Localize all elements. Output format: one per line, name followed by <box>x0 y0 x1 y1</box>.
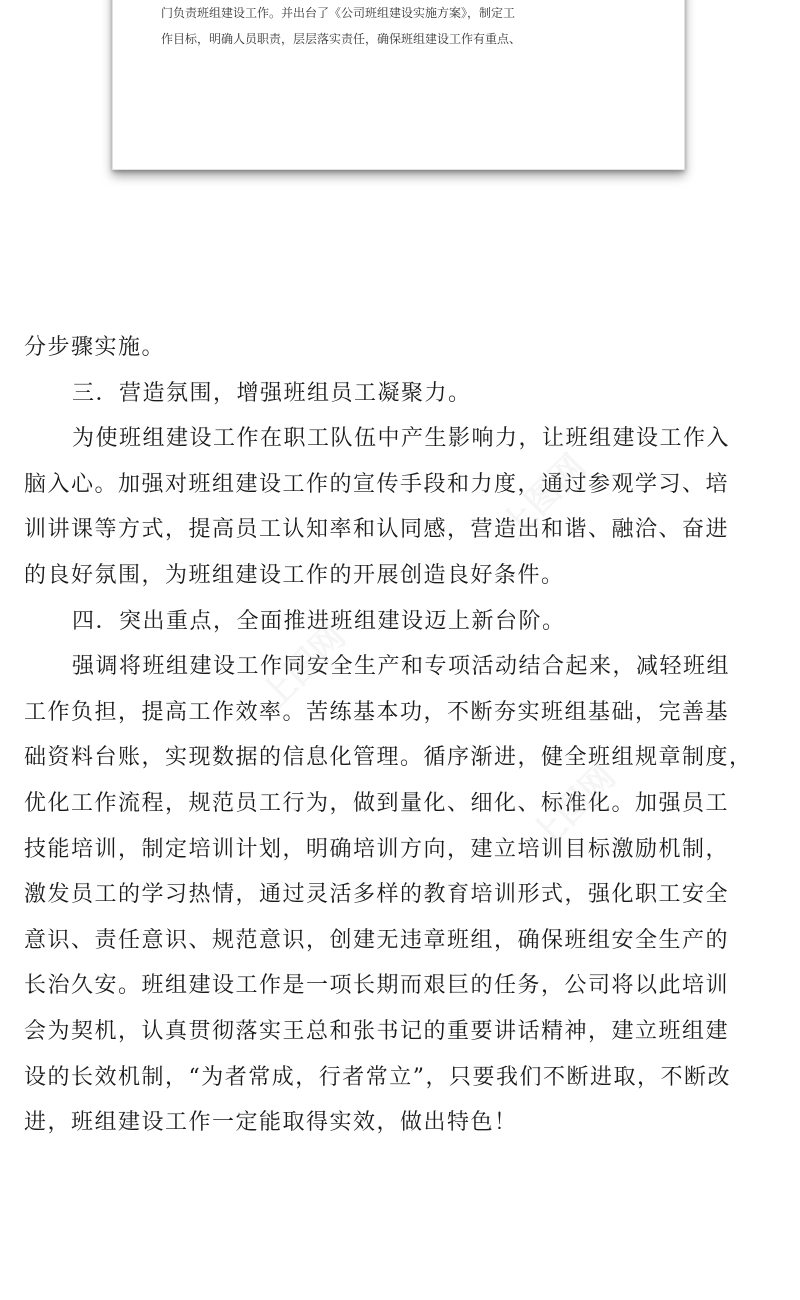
paragraph-line: 训讲课等方式，提高员工认知率和认同感，营造出和谐、融洽、奋进 <box>24 517 730 543</box>
paragraph-line: 会为契机，认真贯彻落实王总和张书记的重要讲话精神，建立班组建 <box>24 1018 730 1044</box>
watermark: 上图网 <box>523 756 624 858</box>
preview-line: 门负责班组建设工作。并出台了《公司班组建设实施方案》，制定工 <box>161 6 516 20</box>
paragraph-line: 工作负担，提高工作效率。苦练基本功，不断夯实班组基础，完善基 <box>24 699 730 725</box>
body-text <box>24 325 794 1146</box>
preview-line: 作目标，明确人员职责，层层落实责任，确保班组建设工作有重点、 <box>161 32 522 46</box>
document-preview-card <box>112 0 685 170</box>
section-heading: 四．突出重点，全面推进班组建设迈上新台阶。 <box>72 608 566 634</box>
paragraph-line: 的良好氛围，为班组建设工作的开展创造良好条件。 <box>24 562 565 588</box>
section-heading: 三．营造氛围，增强班组员工凝聚力。 <box>72 380 472 406</box>
paragraph-line: 强调将班组建设工作同安全生产和专项活动结合起来，减轻班组 <box>72 654 731 680</box>
paragraph-line: 激发员工的学习热情，通过灵活多样的教育培训形式，强化职工安全 <box>24 882 730 908</box>
paragraph-line: 意识、责任意识、规范意识，创建无违章班组，确保班组安全生产的 <box>24 927 730 953</box>
paragraph-line: 为使班组建设工作在职工队伍中产生影响力，让班组建设工作入 <box>72 426 731 452</box>
watermark: 上图网 <box>253 616 354 718</box>
watermark: 上图网 <box>493 446 594 548</box>
paragraph-line: 脑入心。加强对班组建设工作的宣传手段和力度，通过参观学习、培 <box>24 471 730 497</box>
paragraph-line: 设的长效机制，“为者常成，行者常立”，只要我们不断进取，不断改 <box>24 1064 731 1090</box>
paragraph-line: 进，班组建设工作一定能取得实效，做出特色！ <box>24 1110 518 1136</box>
paragraph-line: 础资料台账，实现数据的信息化管理。循序渐进，健全班组规章制度， <box>24 745 753 771</box>
paragraph-line: 分步骤实施。 <box>24 335 166 360</box>
paragraph-line: 技能培训，制定培训计划，明确培训方向，建立培训目标激励机制， <box>24 836 730 862</box>
paragraph-line: 长治久安。班组建设工作是一项长期而艰巨的任务，公司将以此培训 <box>24 973 730 999</box>
paragraph-line: 优化工作流程，规范员工行为，做到量化、细化、标准化。加强员工 <box>24 790 730 816</box>
